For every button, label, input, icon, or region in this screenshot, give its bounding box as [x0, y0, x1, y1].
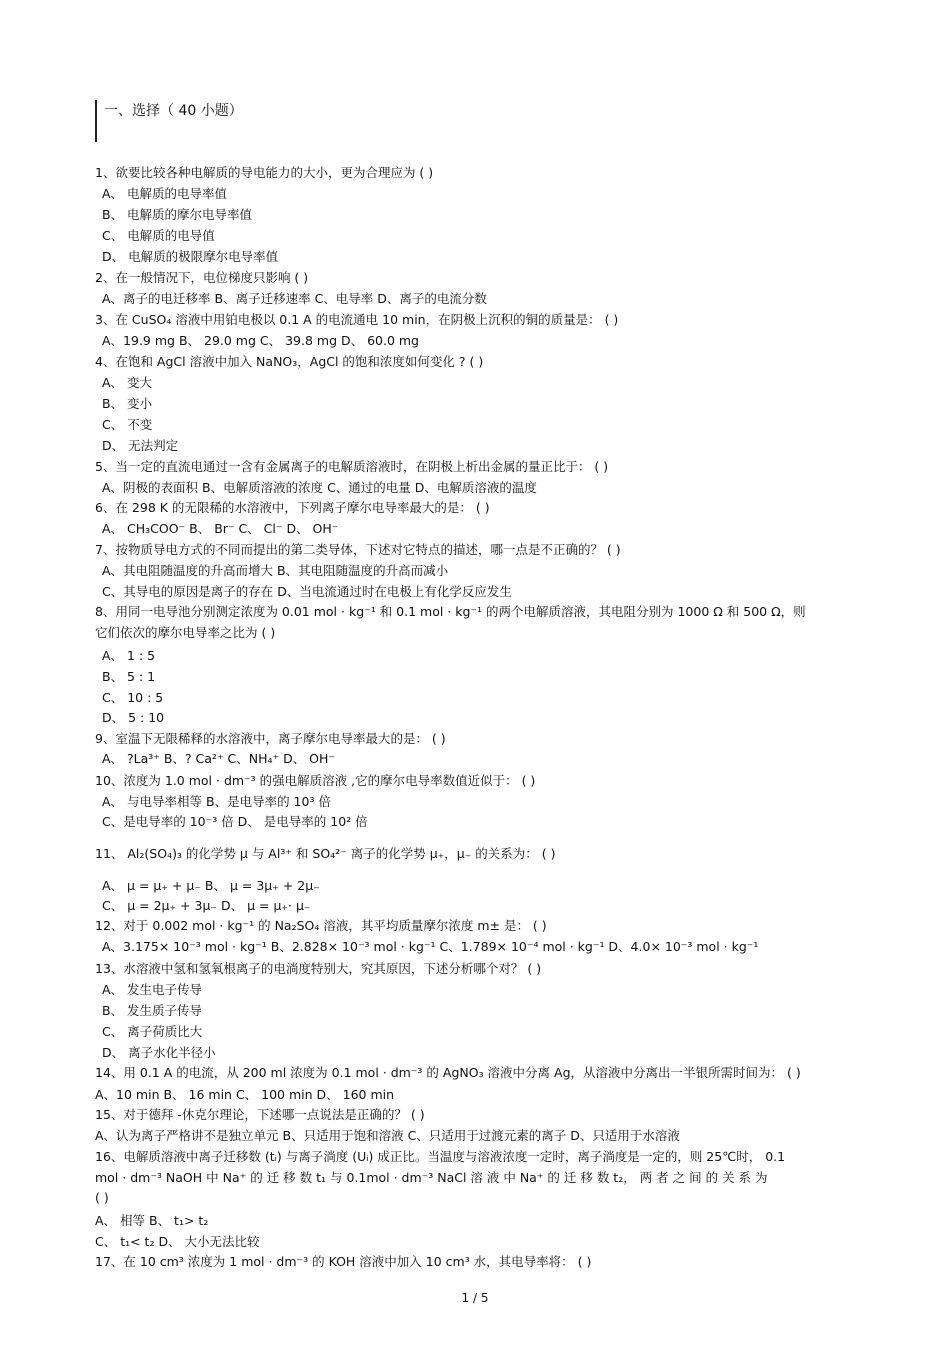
q8-stem: 8、用同一电导池分别测定浓度为 0.01 mol · kg⁻¹ 和 0.1 mol · kg⁻¹ 的两个电解质溶液，其电阻分别为 1000 Ω 和 500 Ω，则: [95, 604, 806, 619]
q8-stem-cont: 它们依次的摩尔电导率之比为 ( ): [95, 625, 276, 640]
q3-options: A、19.9 mg B、 29.0 mg C、 39.8 mg D、 60.0 mg: [102, 333, 419, 348]
q10-options-ab: A、 与电导率相等 B、是电导率的 10³ 倍: [102, 794, 331, 809]
q7-options-cd: C、其导电的原因是离子的存在 D、当电流通过时在电极上有化学反应发生: [102, 584, 512, 599]
q11-options-ab: A、 μ = μ₊ + μ₋ B、 μ = 3μ₊ + 2μ₋: [102, 878, 320, 893]
q17-stem: 17、在 10 cm³ 浓度为 1 mol · dm⁻³ 的 KOH 溶液中加入 10 cm³ 水，其电导率将： ( ): [95, 1254, 592, 1269]
q1-option-b: B、 电解质的摩尔电导率值: [102, 207, 253, 222]
q7-options-ab: A、其电阻随温度的升高而增大 B、其电阻随温度的升高而减小: [102, 563, 449, 578]
q13-option-a: A、 发生电子传导: [102, 982, 203, 997]
q6-stem: 6、在 298 K 的无限稀的水溶液中，下列离子摩尔电导率最大的是： ( ): [95, 500, 490, 515]
q6-options: A、 CH₃COO⁻ B、 Br⁻ C、 Cl⁻ D、 OH⁻: [102, 521, 339, 536]
q5-stem: 5、当一定的直流电通过一含有金属离子的电解质溶液时，在阴极上析出金属的量正比于： ( ): [95, 459, 609, 474]
q9-options: A、 ?La³⁺ B、? Ca²⁺ C、NH₄⁺ D、 OH⁻: [102, 751, 336, 766]
q14-stem: 14、用 0.1 A 的电流，从 200 ml 浓度为 0.1 mol · dm⁻³ 的 AgNO₃ 溶液中分离 Ag，从溶液中分离出一半银所需时间为： ( ): [95, 1065, 801, 1080]
q2-options: A、离子的电迁移率 B、离子迁移速率 C、电导率 D、离子的电流分数: [102, 291, 487, 306]
q2-stem: 2、在一般情况下，电位梯度只影响 ( ): [95, 270, 309, 285]
q4-option-d: D、 无法判定: [102, 438, 179, 453]
q16-stem-cont: mol · dm⁻³ NaOH 中 Na⁺ 的 迁 移 数 t₁ 与 0.1mol · dm⁻³ NaCl 溶 液 中 Na⁺ 的 迁 移 数 t₂， 两 者 之 间 的 关 系 为: [95, 1170, 768, 1185]
q7-stem: 7、按物质导电方式的不同而提出的第二类导体，下述对它特点的描述，哪一点是不正确的？ ( ): [95, 542, 621, 557]
section-title: 一、选择（ 40 小题）: [104, 103, 243, 119]
section-bar: [95, 100, 97, 142]
q12-options: A、3.175× 10⁻³ mol · kg⁻¹ B、2.828× 10⁻³ mol · kg⁻¹ C、1.789× 10⁻⁴ mol · kg⁻¹ D、4.0× 10⁻³ mol · kg⁻¹: [102, 939, 759, 954]
q14-options: A、10 min B、 16 min C、 100 min D、 160 min: [95, 1087, 395, 1102]
q1-option-d: D、 电解质的极限摩尔电导率值: [102, 249, 279, 264]
q11-options-cd: C、 μ = 2μ₊ + 3μ₋ D、 μ = μ₊· μ₋: [102, 898, 311, 913]
q8-option-d: D、 5 : 10: [102, 710, 165, 725]
q13-option-c: C、 离子荷质比大: [102, 1024, 203, 1039]
q16-options-cd: C、 t₁< t₂ D、 大小无法比较: [95, 1234, 260, 1249]
q13-stem: 13、水溶液中氢和氢氧根离子的电淌度特别大，究其原因，下述分析哪个对？ ( ): [95, 961, 542, 976]
q8-option-b: B、 5 : 1: [102, 669, 156, 684]
q15-options: A、认为离子严格讲不是独立单元 B、只适用于饱和溶液 C、只适用于过渡元素的离子 D、只适用于水溶液: [95, 1128, 680, 1143]
page-number: 1 / 5: [461, 1291, 489, 1305]
q13-option-d: D、 离子水化半径小: [102, 1045, 216, 1060]
q3-stem: 3、在 CuSO₄ 溶液中用铂电极以 0.1 A 的电流通电 10 min，在阴极上沉积的铜的质量是： ( ): [95, 312, 619, 327]
q5-options: A、阴极的表面积 B、电解质溶液的浓度 C、通过的电量 D、电解质溶液的温度: [102, 480, 537, 495]
q10-options-cd: C、是电导率的 10⁻³ 倍 D、 是电导率的 10² 倍: [102, 814, 368, 829]
q1-option-a: A、 电解质的电导率值: [102, 186, 228, 201]
q1-option-c: C、 电解质的电导值: [102, 228, 215, 243]
q16-options-ab: A、 相等 B、 t₁> t₂: [95, 1213, 209, 1228]
q11-stem: 11、 Al₂(SO₄)₃ 的化学势 μ 与 Al³⁺ 和 SO₄²⁻ 离子的化学势 μ₊，μ₋ 的关系为： ( ): [95, 846, 556, 861]
q4-option-c: C、 不变: [102, 417, 153, 432]
q13-option-b: B、 发生质子传导: [102, 1003, 203, 1018]
q4-stem: 4、在饱和 AgCl 溶液中加入 NaNO₃，AgCl 的饱和浓度如何变化 ? ( ): [95, 354, 484, 369]
q16-answer-blank: ( ): [95, 1190, 109, 1205]
q9-stem: 9、室温下无限稀释的水溶液中，离子摩尔电导率最大的是： ( ): [95, 731, 446, 746]
q4-option-b: B、 变小: [102, 396, 153, 411]
q15-stem: 15、对于德拜 -休克尔理论，下述哪一点说法是正确的？ ( ): [95, 1107, 425, 1122]
q4-option-a: A、 变大: [102, 375, 153, 390]
q16-stem: 16、电解质溶液中离子迁移数 (tᵢ) 与离子淌度 (Uᵢ) 成正比。当温度与溶液浓度一定时，离子淌度是一定的，则 25℃时， 0.1: [95, 1149, 786, 1164]
q1-stem: 1、欲要比较各种电解质的导电能力的大小，更为合理应为 ( ): [95, 165, 434, 180]
q10-stem: 10、浓度为 1.0 mol · dm⁻³ 的强电解质溶液 ,它的摩尔电导率数值近似于： ( ): [95, 773, 536, 788]
q12-stem: 12、对于 0.002 mol · kg⁻¹ 的 Na₂SO₄ 溶液，其平均质量摩尔浓度 m± 是： ( ): [95, 918, 547, 933]
q8-option-c: C、 10 : 5: [102, 690, 164, 705]
q8-option-a: A、 1 : 5: [102, 648, 156, 663]
